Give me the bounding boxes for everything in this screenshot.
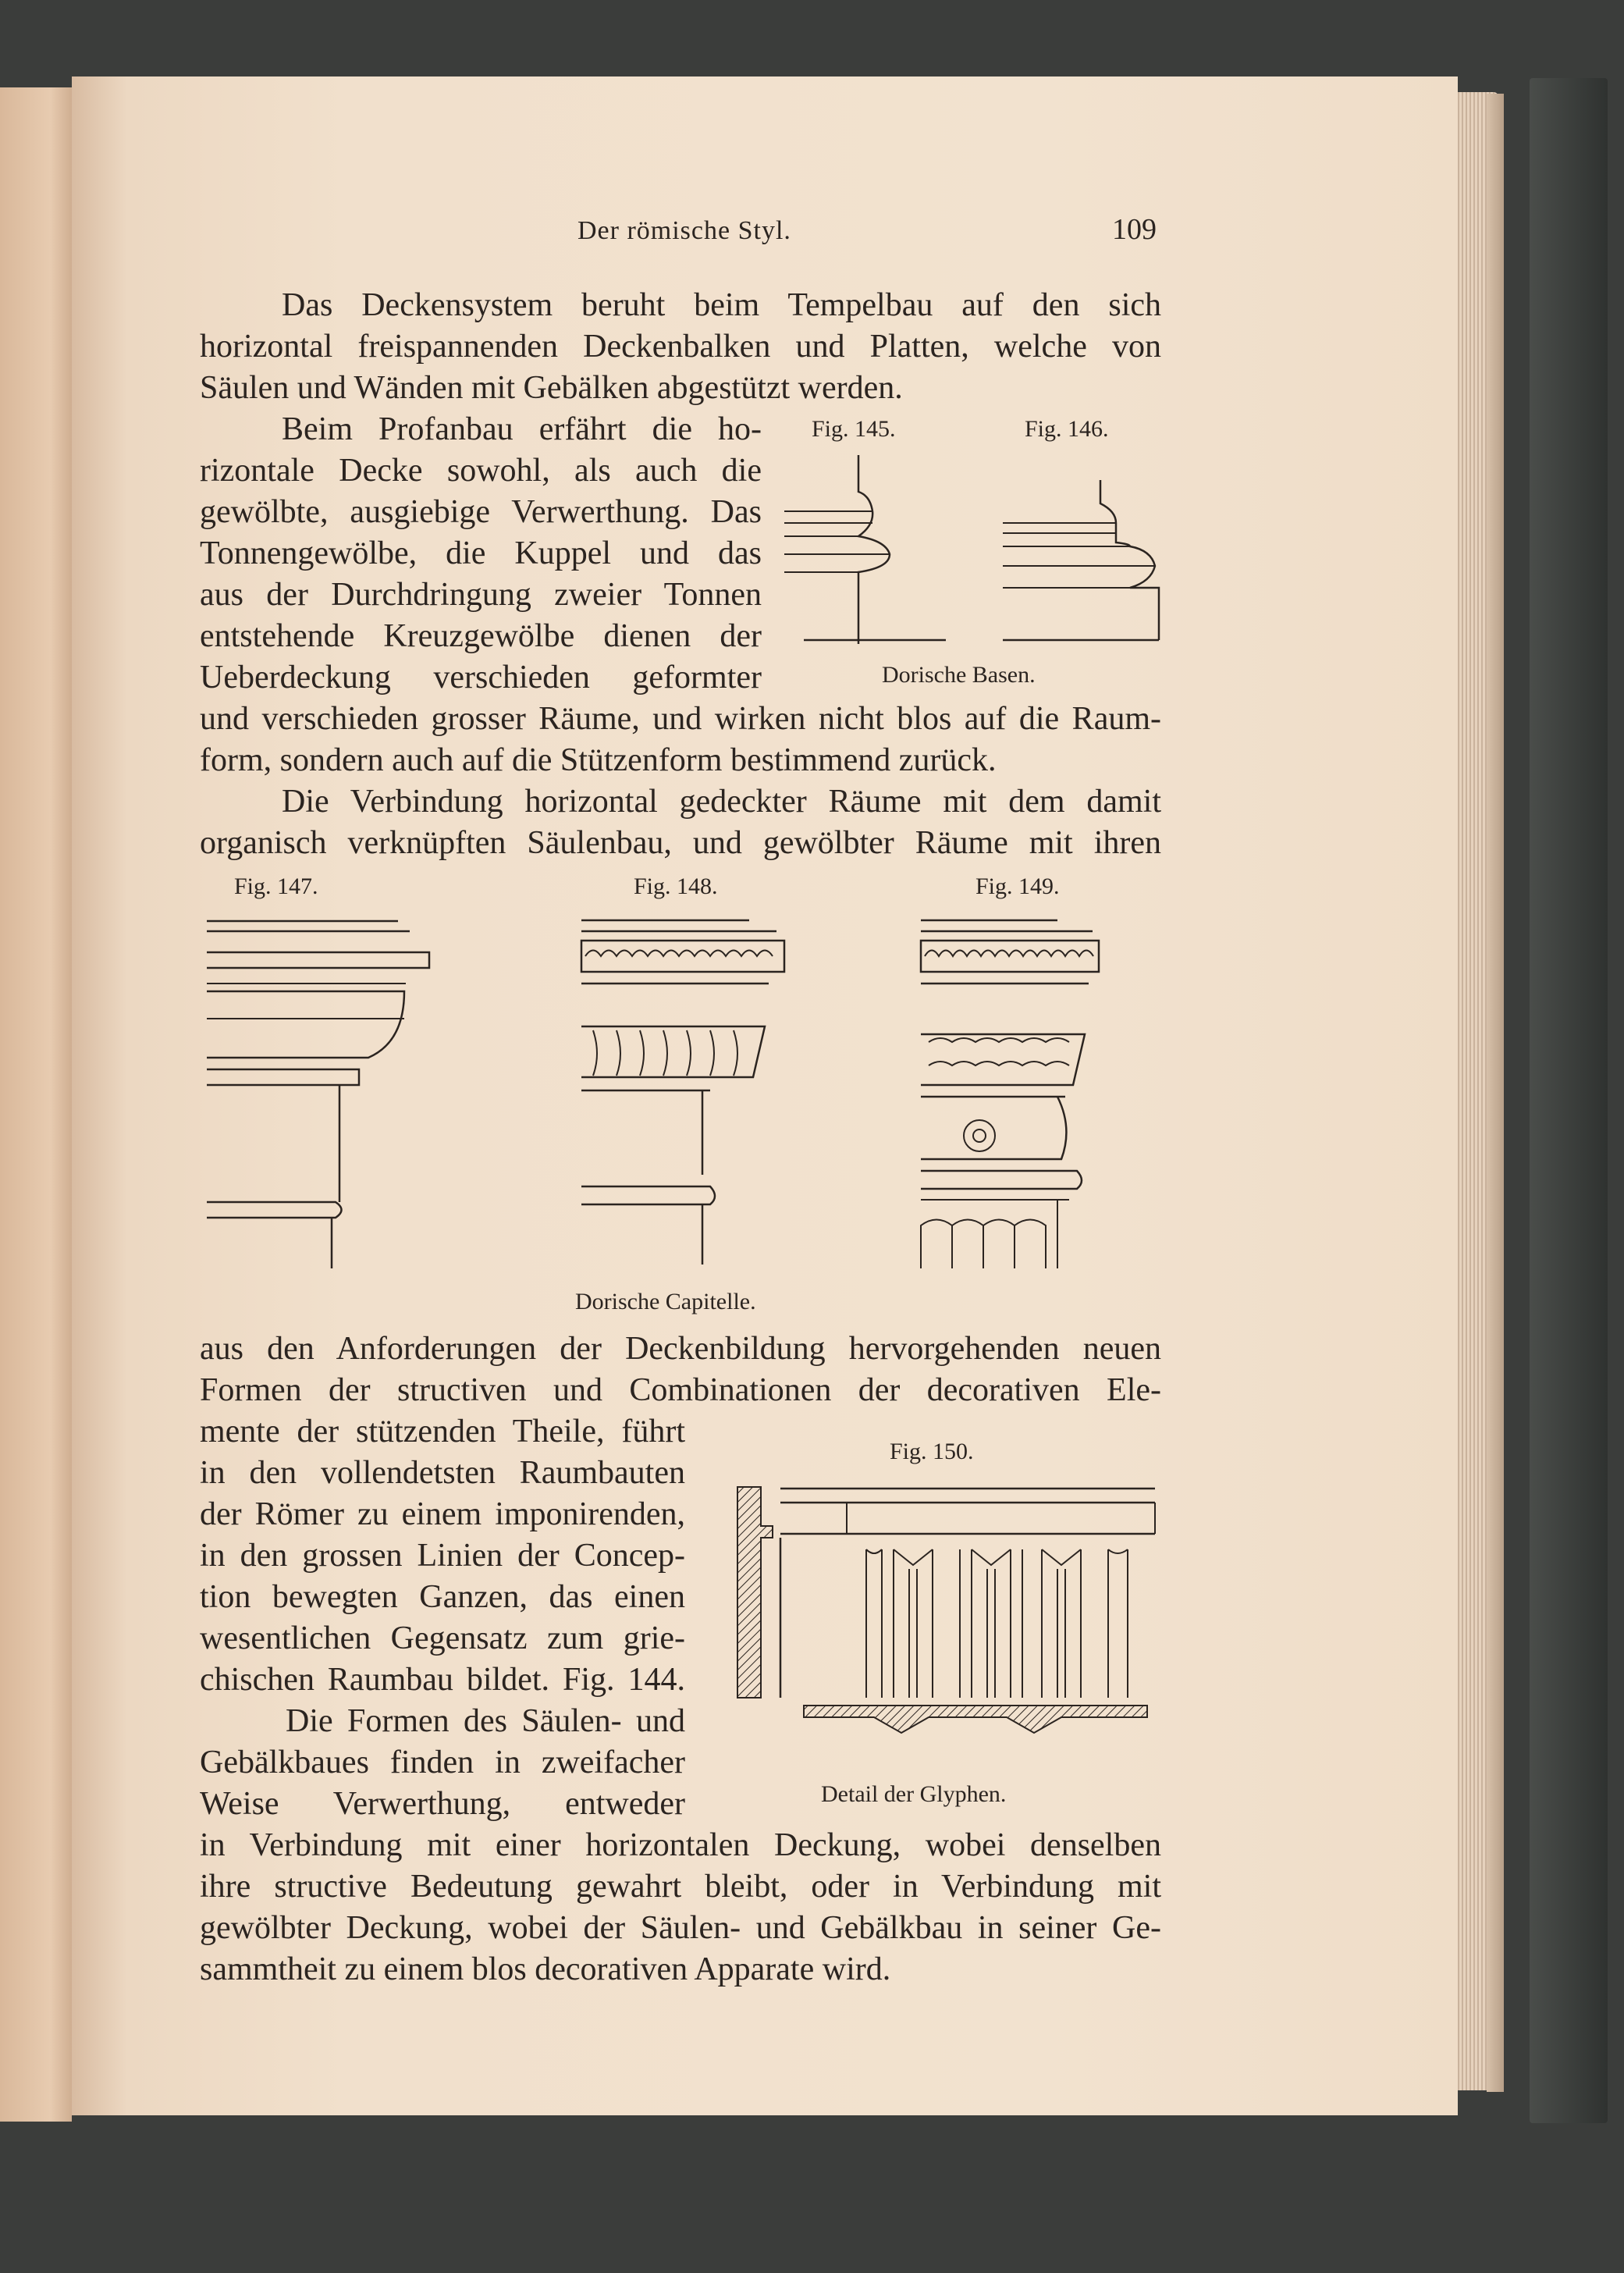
text-line: und verschieden grosser Räume, und wirken nicht blos auf die Raum-: [200, 701, 1161, 737]
text-line: Die Formen des Säulen- und: [286, 1703, 685, 1739]
text-line: Die Verbindung horizontal gedeckter Räume mit dem damit: [282, 784, 1161, 820]
text-line: sammtheit zu einem blos decorativen Apparate wird.: [200, 1951, 891, 1987]
text-line: form, sondern auch auf die Stützenform bestimmend zurück.: [200, 742, 997, 778]
text-line: Ueberdeckung verschieden geformter: [200, 660, 762, 695]
figure-label: Fig. 148.: [634, 873, 718, 899]
figure-label: Fig. 147.: [234, 873, 318, 899]
text-line: in den grossen Linien der Concep-: [200, 1538, 685, 1574]
left-page-edge: [0, 87, 72, 2122]
dorische-capitelle-figure: [203, 909, 1163, 1276]
figure-label: Fig. 145.: [812, 416, 896, 442]
text-line: in Verbindung mit einer horizontalen Deckung, wobei denselben: [200, 1827, 1161, 1863]
figure-label: Fig. 146.: [1025, 416, 1109, 442]
text-line: Säulen und Wänden mit Gebälken abgestützt werden.: [200, 370, 903, 406]
text-line: entstehende Kreuzgewölbe dienen der: [200, 618, 762, 654]
text-line: horizontal freispannenden Deckenbalken und Platten, welche von: [200, 329, 1161, 365]
text-line: ihre structive Bedeutung gewahrt bleibt, oder in Verbindung mit: [200, 1869, 1161, 1905]
text-line: Tonnengewölbe, die Kuppel und das: [200, 535, 762, 571]
dorische-basen-figure: [780, 449, 1171, 652]
text-line: wesentlichen Gegensatz zum grie-: [200, 1620, 685, 1656]
figure-label: Fig. 150.: [890, 1439, 974, 1464]
figure-caption: Dorische Capitelle.: [575, 1289, 756, 1314]
text-line: tion bewegten Ganzen, das einen: [200, 1579, 685, 1615]
text-line: aus der Durchdringung zweier Tonnen: [200, 577, 762, 613]
page-number: 109: [1112, 213, 1157, 246]
glyphen-detail-figure: [734, 1479, 1171, 1745]
text-line: Gebälkbaues finden in zweifacher: [200, 1745, 685, 1780]
text-line: organisch verknüpften Säulenbau, und gewölbter Räume mit ihren: [200, 825, 1161, 861]
text-line: chischen Raumbau bildet. Fig. 144.: [200, 1662, 685, 1698]
figure-caption: Dorische Basen.: [882, 662, 1036, 688]
text-line: Formen der structiven und Combinationen der decorativen Ele-: [200, 1372, 1161, 1408]
text-line: rizontale Decke sowohl, als auch die: [200, 453, 762, 489]
text-line: der Römer zu einem imponirenden,: [200, 1496, 685, 1532]
text-line: gewölbter Deckung, wobei der Säulen- und Gebälkbau in seiner Ge-: [200, 1910, 1161, 1946]
text-line: Das Deckensystem beruht beim Tempelbau auf den sich: [282, 287, 1161, 323]
text-line: in den vollendetsten Raumbauten: [200, 1455, 685, 1491]
figure-label: Fig. 149.: [975, 873, 1060, 899]
running-header: Der römische Styl.: [577, 216, 791, 245]
text-line: gewölbte, ausgiebige Verwerthung. Das: [200, 494, 762, 530]
text-line: mente der stützenden Theile, führt: [200, 1414, 685, 1450]
text-line: Weise Verwerthung, entweder: [200, 1786, 685, 1822]
text-line: Beim Profanbau erfährt die ho-: [282, 411, 762, 447]
text-line: aus den Anforderungen der Deckenbildung hervorgehenden neuen: [200, 1331, 1161, 1367]
figure-caption: Detail der Glyphen.: [821, 1781, 1007, 1807]
book-cover: [1530, 78, 1608, 2123]
